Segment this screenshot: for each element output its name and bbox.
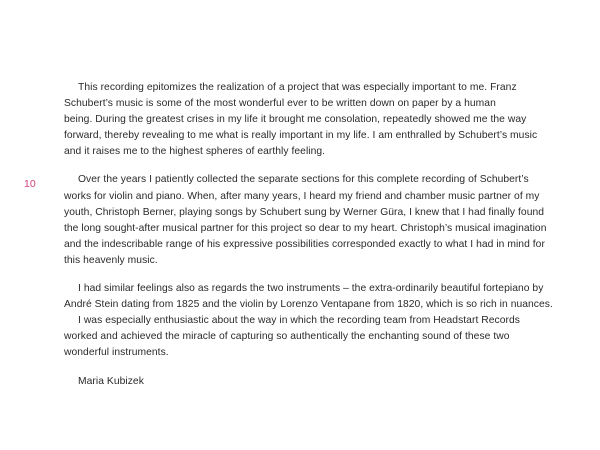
text-line: this heavenly music. <box>64 254 158 266</box>
paragraph-2 <box>64 172 547 269</box>
paragraph-1 <box>64 80 544 160</box>
page-number: 10 <box>24 178 36 190</box>
text-line: and the indescribable range of his expressive possibilities corresponded exactly to what I had in mind for <box>64 238 545 250</box>
body-text <box>64 80 553 390</box>
text-line: forward, thereby revealing to me what is really important in my life. I am enthralled by Schubert’s music <box>64 130 538 142</box>
paragraph-gap <box>64 160 544 172</box>
text-line: the long sought-after musical partner for this project so dear to my heart. Christoph’s musical imagination <box>64 222 547 234</box>
text-line: works for violin and piano. When, after many years, I heard my friend and chamber music partner of my <box>64 190 540 202</box>
text-line: This recording epitomizes the realization of a project that was especially important to me. Franz <box>78 82 517 93</box>
signature: Maria Kubizek <box>78 375 144 387</box>
text-line: wonderful instruments. <box>64 347 169 359</box>
text-line: and it raises me to the highest spheres of earthly feeling. <box>64 146 326 158</box>
text-line: André Stein dating from 1825 and the violin by Lorenzo Ventapane from 1820, which is so rich in nuances. <box>64 299 553 311</box>
paragraph-gap <box>64 362 544 374</box>
text-line: I was especially enthusiastic about the way in which the recording team from Headstart Records <box>78 315 520 327</box>
text-line: worked and achieved the miracle of capturing so authentically the enchanting sound of these two <box>64 331 510 343</box>
text-line: I had similar feelings also as regards the two instruments – the extra-ordinarily beautiful fortepiano by <box>78 283 544 295</box>
text-line: Over the years I patiently collected the separate sections for this complete recording of Schubert’s <box>78 174 529 186</box>
paragraph-4 <box>64 313 544 361</box>
text-line: Schubert’s music is some of the most wonderful ever to be written down on paper by a human <box>64 98 496 110</box>
paragraph-3 <box>64 281 553 313</box>
text-line: being. During the greatest crises in my life it brought me consolation, repeatedly showed me the way <box>64 114 527 126</box>
paragraph-gap <box>64 269 544 281</box>
signature-paragraph <box>64 374 544 390</box>
text-line: youth, Christoph Berner, playing songs by Schubert sung by Werner Güra, I knew that I had finally found <box>64 206 545 218</box>
